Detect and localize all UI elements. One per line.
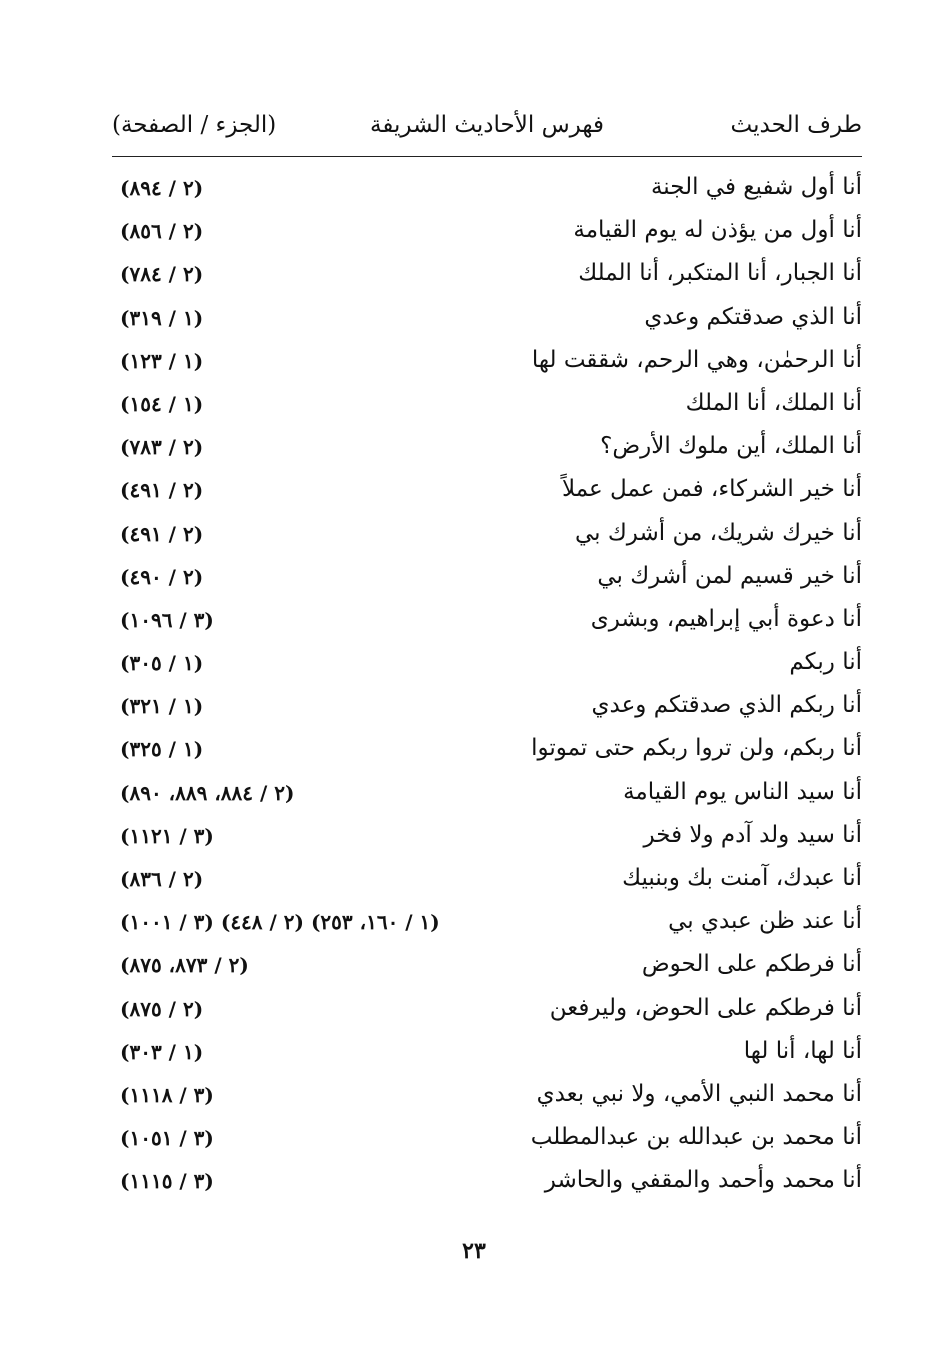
entry-reference: (٣ / ١١٢١) <box>120 823 214 848</box>
entry-text: أنا الملك، أنا الملك <box>685 389 862 416</box>
entry-reference: (٣ / ١٠٩٦) <box>120 607 214 632</box>
entry-reference: (٢ / ٧٨٤) <box>120 262 204 287</box>
page-number: ٢٣ <box>462 1238 486 1264</box>
index-entry <box>112 300 862 343</box>
entry-reference: (٢ / ٤٩١) <box>120 521 204 546</box>
hadith-index-list <box>112 170 862 1207</box>
entry-reference: (١ / ١٦٠، ٢٥٣) (٢ / ٤٤٨) (٣ / ١٠٠١) <box>120 910 440 935</box>
entry-text: أنا الذي صدقتكم وعدي <box>644 303 862 330</box>
entry-reference: (٣ / ١٠٥١) <box>120 1126 214 1151</box>
index-entry <box>112 1120 862 1163</box>
entry-reference: (١ / ١٢٣) <box>120 348 204 373</box>
entry-text: أنا ربكم الذي صدقتكم وعدي <box>591 692 862 719</box>
entry-reference: (٢ / ٨٧٣، ٨٧٥) <box>120 953 249 978</box>
entry-text: أنا خير قسيم لمن أشرك بي <box>597 562 862 589</box>
entry-reference: (٢ / ٤٩٠) <box>120 564 204 589</box>
index-entry <box>112 818 862 861</box>
entry-text: أنا أول من يؤذن له يوم القيامة <box>573 217 862 244</box>
index-entry <box>112 775 862 818</box>
entry-text: أنا ربكم، ولن تروا ربكم حتى تموتوا <box>531 735 862 762</box>
index-entry <box>112 516 862 559</box>
entry-reference: (٢ / ٨٥٦) <box>120 219 204 244</box>
entry-text: أنا خيرك شريك، من أشرك بي <box>574 519 862 546</box>
entry-text: أنا الجبار، أنا المتكبر، أنا الملك <box>578 260 862 287</box>
entry-text: أنا محمد وأحمد والمقفي والحاشر <box>544 1167 862 1194</box>
header-title: فهرس الأحاديث الشريفة <box>370 112 604 138</box>
header-column-hadith: طرف الحديث <box>730 112 862 138</box>
entry-text: أنا عبدك، آمنت بك وبنبيك <box>622 865 862 891</box>
entry-text: أنا فرطكم على الحوض <box>641 951 862 978</box>
index-entry <box>112 256 862 299</box>
index-entry <box>112 861 862 904</box>
entry-text: أنا سيد الناس يوم القيامة <box>623 778 862 805</box>
entry-text: أنا خير الشركاء، فمن عمل عملاً <box>562 476 862 503</box>
index-entry <box>112 170 862 213</box>
entry-reference: (٢ / ٨٩٤) <box>120 176 204 200</box>
index-entry <box>112 602 862 645</box>
entry-reference: (٢ / ٨٣٦) <box>120 867 204 891</box>
entry-text: أنا محمد بن عبدالله بن عبدالمطلب <box>530 1124 862 1151</box>
entry-text: أنا فرطكم على الحوض، وليرفعن <box>549 994 862 1021</box>
entry-text: أنا لها، أنا لها <box>743 1037 862 1064</box>
entry-reference: (١ / ٣٢٥) <box>120 737 204 762</box>
entry-reference: (٢ / ٨٧٥) <box>120 996 204 1021</box>
entry-reference: (١ / ٣٢١) <box>120 694 204 719</box>
entry-text: أنا الملك، أين ملوك الأرض؟ <box>600 433 862 460</box>
entry-reference: (٣ / ١١١٨) <box>120 1082 214 1107</box>
index-entry <box>112 213 862 256</box>
entry-text: أنا سيد ولد آدم ولا فخر <box>643 821 862 848</box>
index-entry <box>112 472 862 515</box>
index-entry <box>112 904 862 947</box>
index-entry <box>112 1077 862 1120</box>
index-entry <box>112 1034 862 1077</box>
entry-reference: (١ / ١٥٤) <box>120 391 204 416</box>
entry-reference: (١ / ٣٠٥) <box>120 651 204 676</box>
entry-reference: (١ / ٣٠٣) <box>120 1039 204 1064</box>
entry-reference: (٢ / ٤٩١) <box>120 478 204 503</box>
index-entry <box>112 645 862 688</box>
entry-reference: (٢ / ٧٨٣) <box>120 435 204 460</box>
index-entry <box>112 386 862 429</box>
index-entry <box>112 688 862 731</box>
index-entry <box>112 731 862 774</box>
index-entry <box>112 429 862 472</box>
header-rule <box>112 156 862 157</box>
entry-text: أنا عند ظن عبدي بي <box>668 908 862 935</box>
entry-text: أنا دعوة أبي إبراهيم، وبشرى <box>590 605 862 632</box>
entry-reference: (١ / ٣١٩) <box>120 305 204 330</box>
header-column-volume-page: (الجزء / الصفحة) <box>112 112 277 138</box>
entry-text: أنا أول شفيع في الجنة <box>650 174 862 200</box>
entry-text: أنا ربكم <box>789 649 862 676</box>
index-entry <box>112 1163 862 1206</box>
index-entry <box>112 343 862 386</box>
entry-text: أنا الرحمٰن، وهي الرحم، شققت لها <box>531 346 862 373</box>
entry-reference: (٣ / ١١١٥) <box>120 1169 214 1194</box>
entry-text: أنا محمد النبي الأمي، ولا نبي بعدي <box>536 1080 862 1107</box>
index-entry <box>112 991 862 1034</box>
index-entry <box>112 559 862 602</box>
entry-reference: (٢ / ٨٨٤، ٨٨٩، ٨٩٠) <box>120 780 295 805</box>
running-header <box>112 112 862 152</box>
index-entry <box>112 947 862 990</box>
